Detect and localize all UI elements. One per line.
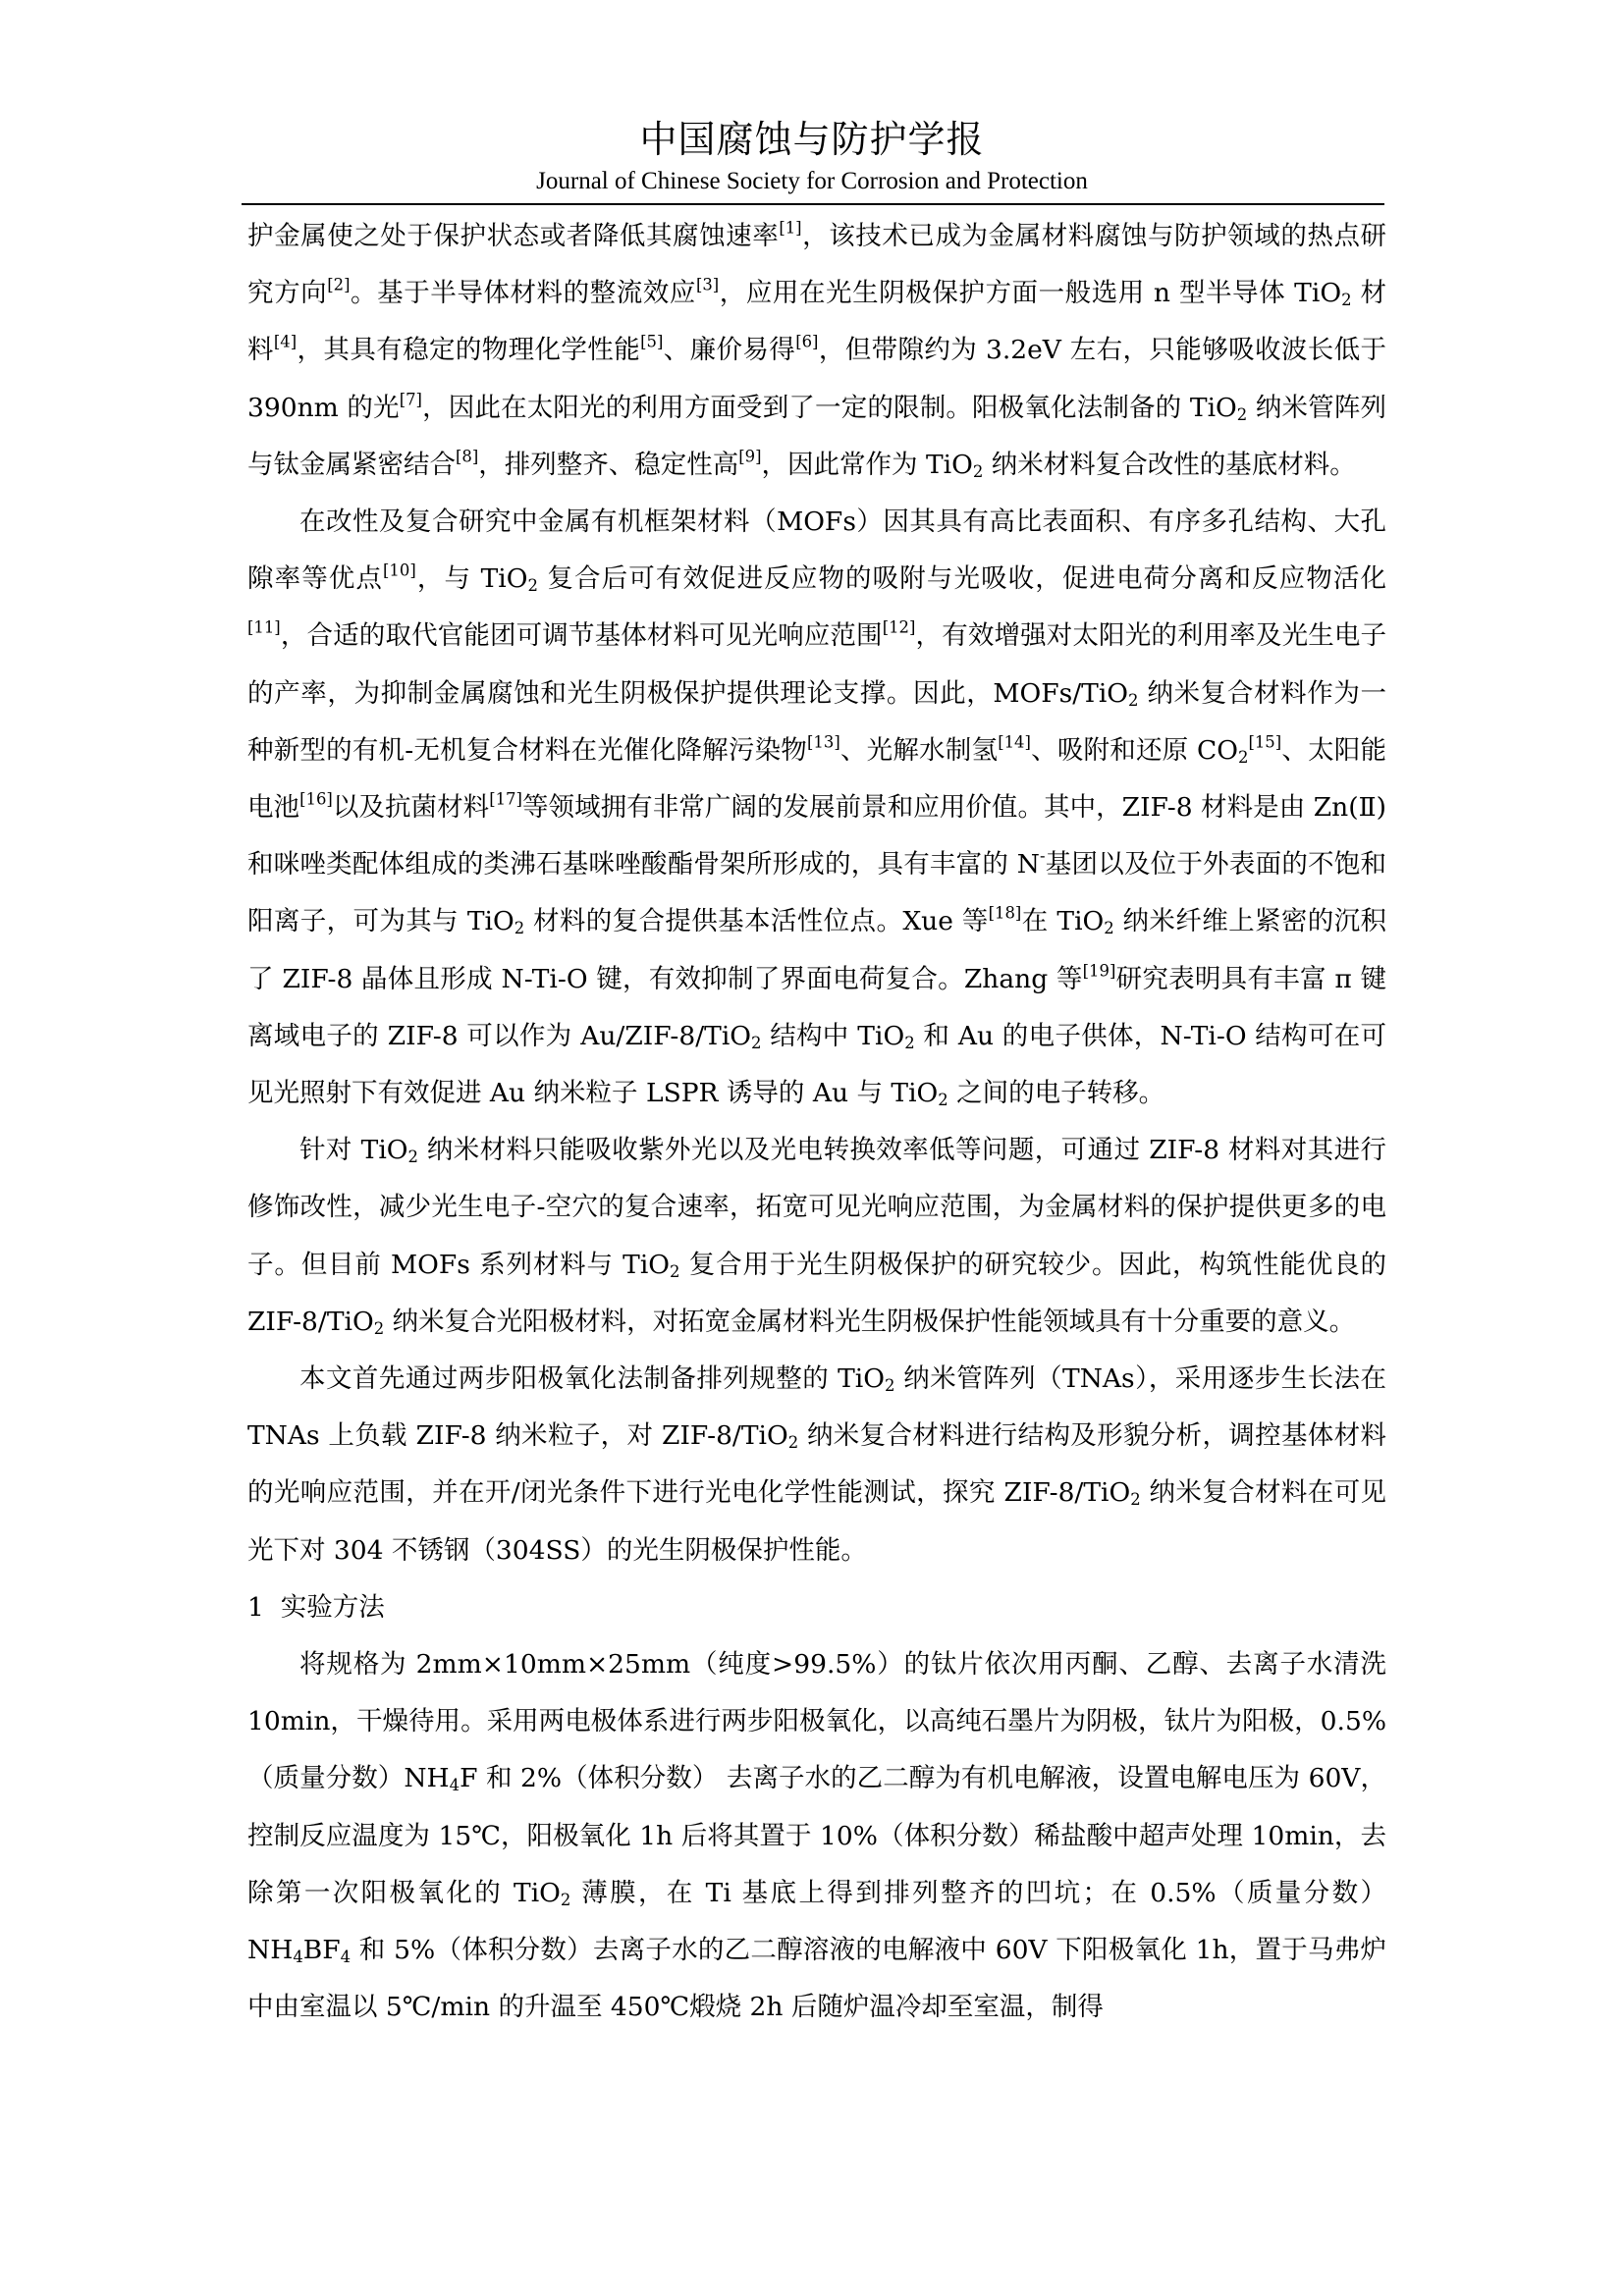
paragraph-this-work: 本文首先通过两步阳极氧化法制备排列规整的 TiO$_2$ 纳米管阵列（TNAs），采用逐步生长法在 TNAs 上负载 ZIF-8 纳米粒子，对 ZIF-8/TiO$_2$ 纳米复合材料进行结构及形貌分析，调控基体材料的光响应范围，并在开/闭光条件下进行光电化学性能测试，探究 ZIF-8/TiO$_2$ 纳米复合材料在可见光下对 304 不锈钢（304SS）的光生阴极保护性能。 <box>247 1363 1386 1566</box>
paragraph-continuation: 护金属使之处于保护状态或者降低其腐蚀速率[1]，该技术已成为金属材料腐蚀与防护领域的热点研究方向[2]。基于半导体材料的整流效应[3]，应用在光生阴极保护方面一般选用 n 型半导体 TiO$_2$ 材料[4]，其具有稳定的物理化学性能[5]、廉价易得[6]，但带隙约为 3.2eV 左右，只能够吸收波长低于 390nm 的光[7]，因此在太阳光的利用方面受到了一定的限制。阳极氧化法制备的 TiO$_2$ 纳米管阵列与钛金属紧密结合[8]，排列整齐、稳定性高[9]，因此常作为 TiO$_2$ 纳米材料复合改性的基底材料。 <box>247 218 1387 481</box>
section-heading-methods: 1 实验方法 <box>247 1591 385 1623</box>
journal-title-english: Journal of Chinese Society for Corrosion and Protection <box>536 168 1088 194</box>
paragraph-methods: 将规格为 2mm×10mm×25mm（纯度>99.5%）的钛片依次用丙酮、乙醇、去离子水清洗 10min，干燥待用。采用两电极体系进行两步阳极氧化，以高纯石墨片为阴极，钛片为阳极，0.5%（质量分数）$NH_4F$ 和 2%（体积分数） 去离子水的乙二醇为有机电解液，设置电解电压为 60V，控制反应温度为 15℃，阳极氧化 1h 后将其置于 10%（体积分数）稀盐酸中超声处理 10min，去除第一次阳极氧化的 TiO$_2$ 薄膜，在 Ti 基底上得到排列整齐的凹坑；在 0.5%（质量分数）$NH_4BF_4$ 和 5%（体积分数）去离子水的乙二醇溶液的电解液中 60V 下阳极氧化 1h，置于马弗炉中由室温以 5℃/min 的升温至 450℃煅烧 2h 后随炉温冷却至室温，制得 <box>247 1649 1386 2023</box>
journal-title-chinese: 中国腐蚀与防护学报 <box>639 118 985 161</box>
paragraph-mofs: 在改性及复合研究中金属有机框架材料（MOFs）因其具有高比表面积、有序多孔结构、大孔隙率等优点[10]，与 TiO$_2$ 复合后可有效促进反应物的吸附与光吸收，促进电荷分离和反应物活化[11]，合适的取代官能团可调节基体材料可见光响应范围[12]，有效增强对太阳光的利用率及光生电子的产率，为抑制金属腐蚀和光生阴极保护提供理论支撑。因此，MOFs/TiO$_2$ 纳米复合材料作为一种新型的有机-无机复合材料在光催化降解污染物[13]、光解水制氢[14]、吸附和还原 $CO_2[15]$、太阳能电池[16]以及抗菌材料[17]等领域拥有非常广阔的发展前景和应用价值。其中，ZIF-8 材料是由 Zn(Ⅱ)和咪唑类配体组成的类沸石基咪唑酸酯骨架所形成的，具有丰富的 N-基团以及位于外表面的不饱和阳离子，可为其与 TiO$_2$ 材料的复合提供基本活性位点。Xue 等[18]在 TiO$_2$ 纳米纤维上紧密的沉积了 ZIF-8 晶体且形成 N-Ti-O 键，有效抑制了界面电荷复合。Zhang 等[19]研究表明具有丰富 π 键离域电子的 ZIF-8 可以作为 Au/ZIF-8/TiO$_2$ 结构中 TiO$_2$ 和 Au 的电子供体，N-Ti-O 结构可在可见光照射下有效促进 Au 纳米粒子 LSPR 诱导的 Au 与 TiO$_2$ 之间的电子转移。 <box>247 507 1387 1110</box>
article-body <box>247 208 1386 2037</box>
journal-header <box>0 116 1624 197</box>
paragraph-zif8-modification: 针对 TiO$_2$ 纳米材料只能吸收紫外光以及光电转换效率低等问题，可通过 ZIF-8 材料对其进行修饰改性，减少光生电子-空穴的复合速率，拓宽可见光响应范围，为金属材料的保护提供更多的电子。但目前 MOFs 系列材料与 TiO$_2$ 复合用于光生阴极保护的研究较少。因此，构筑性能优良的 ZIF-8/TiO$_2$ 纳米复合光阳极材料，对拓宽金属材料光生阴极保护性能领域具有十分重要的意义。 <box>247 1135 1386 1338</box>
header-rule <box>242 203 1384 205</box>
